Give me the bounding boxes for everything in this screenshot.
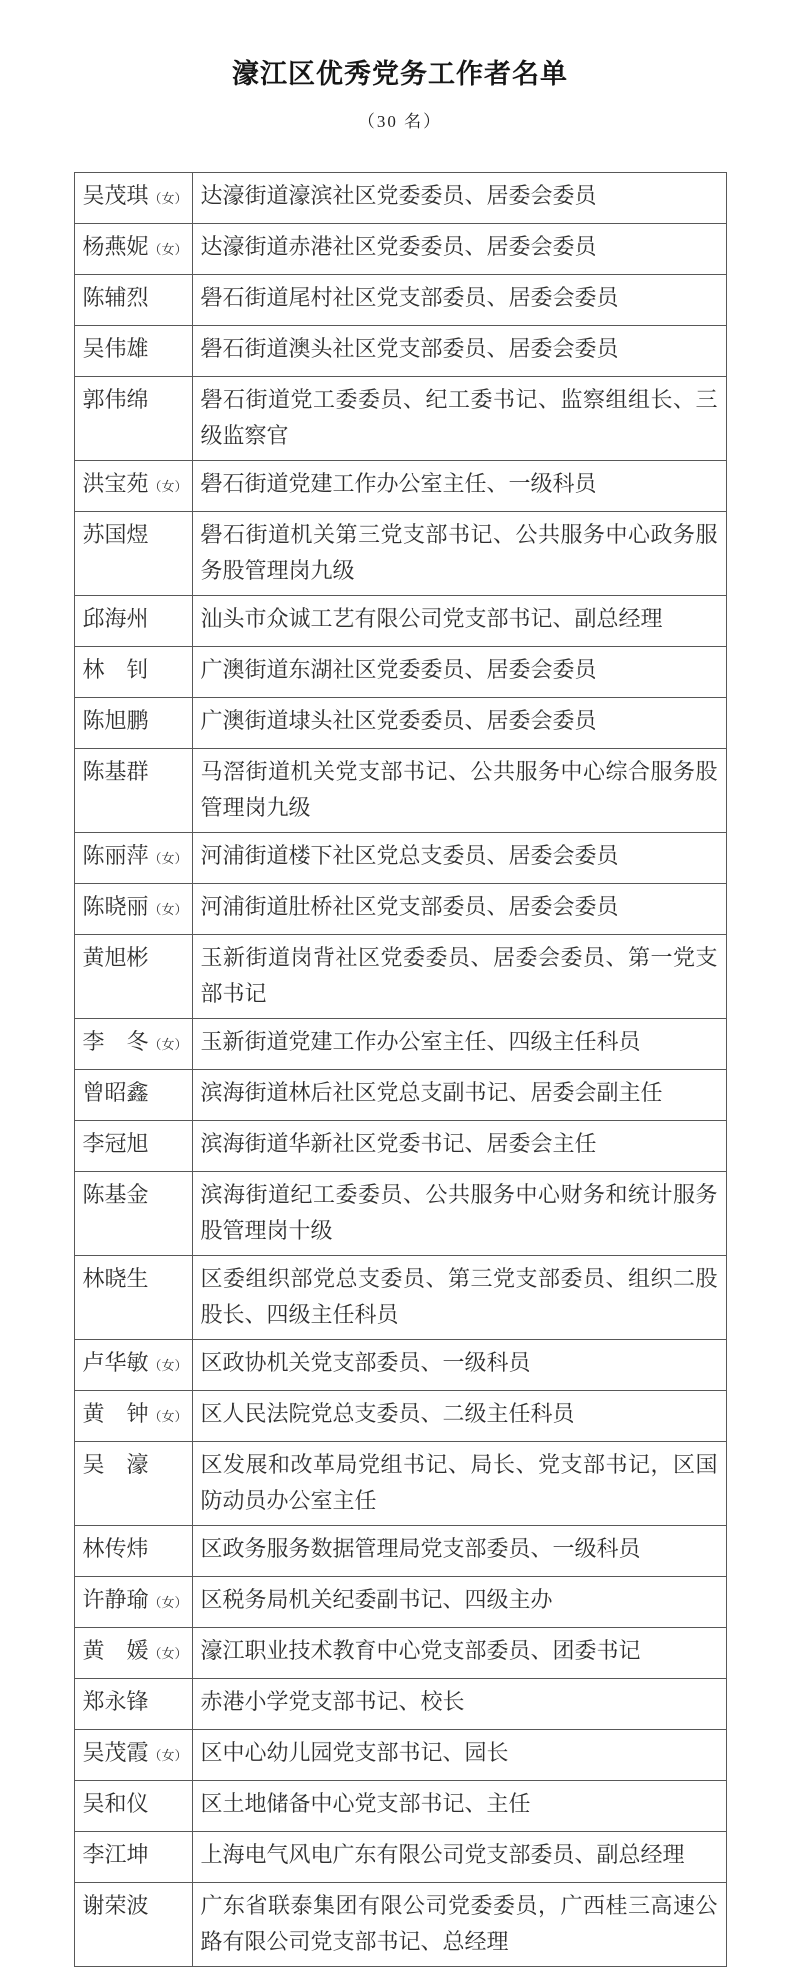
person-position: 河浦街道楼下社区党总支委员、居委会委员 (192, 833, 726, 884)
person-name: 卢华敏 (82, 1350, 149, 1375)
table-row (74, 833, 726, 884)
person-name-cell (74, 749, 192, 833)
person-position: 区政务服务数据管理局党支部委员、一级科员 (192, 1526, 726, 1577)
person-position: 区中心幼儿园党支部书记、园长 (192, 1730, 726, 1781)
person-position: 礐石街道尾村社区党支部委员、居委会委员 (192, 275, 726, 326)
gender-suffix: （女） (148, 1358, 188, 1373)
person-name: 谢荣波 (82, 1893, 149, 1918)
person-name-cell (74, 1070, 192, 1121)
table-row (74, 1832, 726, 1883)
person-position: 汕头市众诚工艺有限公司党支部书记、副总经理 (192, 596, 726, 647)
person-name: 陈基群 (82, 759, 149, 784)
person-name-cell (74, 275, 192, 326)
table-row (74, 1172, 726, 1256)
person-position: 上海电气风电广东有限公司党支部委员、副总经理 (192, 1832, 726, 1883)
person-position: 礐石街道党工委委员、纪工委书记、监察组组长、三级监察官 (192, 377, 726, 461)
person-position: 滨海街道林后社区党总支副书记、居委会副主任 (192, 1070, 726, 1121)
table-row (74, 1679, 726, 1730)
gender-suffix: （女） (148, 851, 188, 866)
table-row (74, 1121, 726, 1172)
gender-suffix: （女） (148, 479, 188, 494)
table-row (74, 461, 726, 512)
person-name: 郑永锋 (82, 1689, 149, 1714)
person-position: 区人民法院党总支委员、二级主任科员 (192, 1391, 726, 1442)
person-name-cell (74, 326, 192, 377)
person-name-cell (74, 1781, 192, 1832)
table-row (74, 698, 726, 749)
table-row (74, 1730, 726, 1781)
person-name-cell (74, 1577, 192, 1628)
person-position: 玉新街道党建工作办公室主任、四级主任科员 (192, 1019, 726, 1070)
table-row (74, 224, 726, 275)
table-row (74, 1019, 726, 1070)
table-row (74, 596, 726, 647)
person-position: 礐石街道机关第三党支部书记、公共服务中心政务服务股管理岗九级 (192, 512, 726, 596)
person-name: 吴 濠 (82, 1452, 149, 1477)
person-position: 马滘街道机关党支部书记、公共服务中心综合服务股管理岗九级 (192, 749, 726, 833)
person-position: 礐石街道党建工作办公室主任、一级科员 (192, 461, 726, 512)
person-position: 达濠街道濠滨社区党委委员、居委会委员 (192, 173, 726, 224)
person-name-cell (74, 833, 192, 884)
table-row (74, 1256, 726, 1340)
person-name: 陈基金 (82, 1182, 149, 1207)
gender-suffix: （女） (148, 1748, 188, 1763)
person-name: 陈丽萍 (82, 843, 149, 868)
person-name-cell (74, 1256, 192, 1340)
document-title: 濠江区优秀党务工作者名单 (232, 59, 568, 89)
person-name: 李江坤 (82, 1842, 149, 1867)
person-name-cell (74, 1628, 192, 1679)
roster-table (74, 172, 727, 1967)
table-row (74, 173, 726, 224)
table-row (74, 1391, 726, 1442)
person-name: 李冠旭 (82, 1131, 149, 1156)
person-position: 广澳街道埭头社区党委委员、居委会委员 (192, 698, 726, 749)
table-row (74, 326, 726, 377)
table-row (74, 749, 726, 833)
person-name: 陈晓丽 (82, 894, 149, 919)
person-name-cell (74, 1730, 192, 1781)
gender-suffix: （女） (148, 1595, 188, 1610)
person-name: 黄旭彬 (82, 945, 149, 970)
person-name: 陈辅烈 (82, 285, 149, 310)
person-name-cell (74, 1121, 192, 1172)
person-position: 礐石街道澳头社区党支部委员、居委会委员 (192, 326, 726, 377)
person-name: 黄 钟 (82, 1401, 149, 1426)
person-name: 郭伟绵 (82, 387, 149, 412)
person-name: 吴伟雄 (82, 336, 149, 361)
table-row (74, 1442, 726, 1526)
person-name: 吴茂琪 (82, 183, 149, 208)
table-row (74, 935, 726, 1019)
person-name: 吴和仪 (82, 1791, 149, 1816)
person-name: 陈旭鹏 (82, 708, 149, 733)
person-name: 林晓生 (82, 1266, 149, 1291)
person-name-cell (74, 173, 192, 224)
document-subtitle: （30 名） (357, 112, 443, 131)
person-name: 杨燕妮 (82, 234, 149, 259)
table-row (74, 647, 726, 698)
gender-suffix: （女） (148, 902, 188, 917)
person-name: 许静瑜 (82, 1587, 149, 1612)
person-position: 玉新街道岗背社区党委委员、居委会委员、第一党支部书记 (192, 935, 726, 1019)
person-name-cell (74, 1172, 192, 1256)
table-row (74, 512, 726, 596)
person-name-cell (74, 647, 192, 698)
person-name-cell (74, 461, 192, 512)
person-name-cell (74, 1832, 192, 1883)
person-position: 河浦街道肚桥社区党支部委员、居委会委员 (192, 884, 726, 935)
person-name: 李 冬 (82, 1029, 149, 1054)
table-row (74, 275, 726, 326)
person-name: 洪宝苑 (82, 471, 149, 496)
table-row (74, 1781, 726, 1832)
person-position: 广东省联泰集团有限公司党委委员，广西桂三高速公路有限公司党支部书记、总经理 (192, 1883, 726, 1967)
person-position: 滨海街道纪工委委员、公共服务中心财务和统计服务股管理岗十级 (192, 1172, 726, 1256)
table-row (74, 1526, 726, 1577)
person-position: 濠江职业技术教育中心党支部委员、团委书记 (192, 1628, 726, 1679)
person-position: 区税务局机关纪委副书记、四级主办 (192, 1577, 726, 1628)
person-name: 黄 媛 (82, 1638, 149, 1663)
person-position: 区委组织部党总支委员、第三党支部委员、组织二股股长、四级主任科员 (192, 1256, 726, 1340)
table-row (74, 1883, 726, 1967)
gender-suffix: （女） (148, 242, 188, 257)
person-name: 林 钊 (82, 657, 149, 682)
person-position: 区政协机关党支部委员、一级科员 (192, 1340, 726, 1391)
gender-suffix: （女） (148, 1037, 188, 1052)
person-name-cell (74, 596, 192, 647)
table-row (74, 1340, 726, 1391)
table-row (74, 1070, 726, 1121)
table-row (74, 377, 726, 461)
person-position: 赤港小学党支部书记、校长 (192, 1679, 726, 1730)
person-name: 苏国煜 (82, 522, 149, 547)
person-name-cell (74, 1883, 192, 1967)
person-name-cell (74, 698, 192, 749)
person-name-cell (74, 884, 192, 935)
gender-suffix: （女） (148, 191, 188, 206)
person-name-cell (74, 377, 192, 461)
person-name-cell (74, 1679, 192, 1730)
table-row (74, 1577, 726, 1628)
person-name-cell (74, 1019, 192, 1070)
person-name-cell (74, 224, 192, 275)
person-name-cell (74, 1526, 192, 1577)
person-name: 吴茂霞 (82, 1740, 149, 1765)
person-position: 达濠街道赤港社区党委委员、居委会委员 (192, 224, 726, 275)
table-row (74, 1628, 726, 1679)
person-name-cell (74, 935, 192, 1019)
gender-suffix: （女） (148, 1646, 188, 1661)
person-position: 广澳街道东湖社区党委委员、居委会委员 (192, 647, 726, 698)
person-name: 曾昭鑫 (82, 1080, 149, 1105)
table-row (74, 884, 726, 935)
person-name-cell (74, 1340, 192, 1391)
person-position: 滨海街道华新社区党委书记、居委会主任 (192, 1121, 726, 1172)
gender-suffix: （女） (148, 1409, 188, 1424)
person-name-cell (74, 1391, 192, 1442)
person-name-cell (74, 1442, 192, 1526)
person-position: 区发展和改革局党组书记、局长、党支部书记，区国防动员办公室主任 (192, 1442, 726, 1526)
roster-table-body (74, 173, 726, 1967)
person-name: 邱海州 (82, 606, 149, 631)
person-name: 林传炜 (82, 1536, 149, 1561)
person-position: 区土地储备中心党支部书记、主任 (192, 1781, 726, 1832)
person-name-cell (74, 512, 192, 596)
